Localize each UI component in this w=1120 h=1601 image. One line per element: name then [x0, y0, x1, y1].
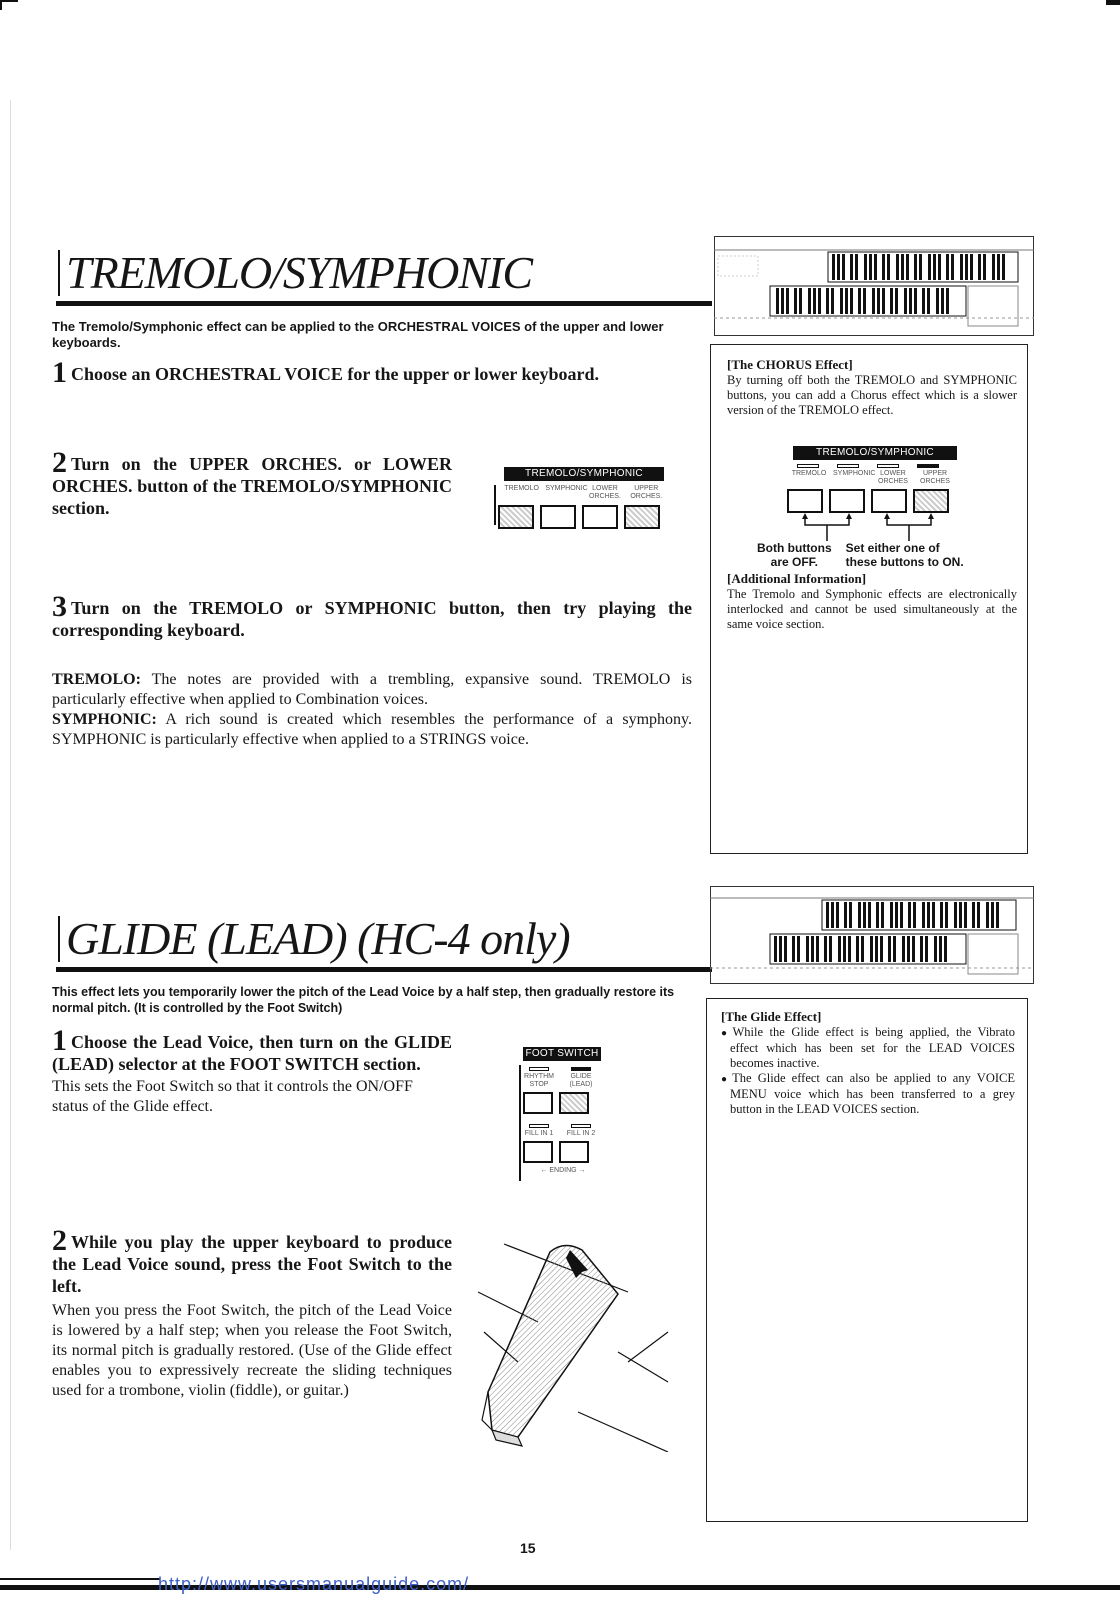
lamp [877, 464, 899, 468]
step-number: 3 [52, 590, 67, 623]
glide-step-2 [52, 1224, 452, 1401]
button-label: TREMOLO [791, 470, 827, 477]
glide-step-1 [52, 1024, 452, 1117]
step-text: Turn on the TREMOLO or SYMPHONIC button, then try playing the corresponding keyboard. [52, 598, 692, 640]
glide-note-list [721, 1025, 1015, 1117]
button-label: GLIDE (LEAD) [569, 1073, 593, 1088]
ending-label: ← ENDING → [540, 1167, 586, 1174]
keyboard-illustration-upper-lower [714, 236, 1034, 336]
keyboard-drawing [710, 886, 1034, 984]
lamp [571, 1067, 591, 1071]
corner-mark-top-left [0, 0, 18, 2]
footer-url-link[interactable]: http://www.usersmanualguide.com/ [158, 1574, 470, 1594]
lamp [837, 464, 859, 468]
chorus-panel-illustration [787, 446, 957, 543]
caption-left-line-1: Both buttons [757, 541, 832, 555]
definition: A rich sound is created which resembles the performance of a symphony. SYMPHONIC is particularly effective when applied to a STRINGS voice. [52, 711, 692, 748]
chorus-note-title: [The CHORUS Effect] [727, 357, 853, 372]
glide-section-title: GLIDE (LEAD) (HC-4 only) [58, 916, 570, 962]
panel-buttons-row-1 [519, 1092, 607, 1114]
lower-orches-button [582, 505, 618, 529]
symphonic-button [540, 505, 576, 529]
definition: The notes are provided with a trembling, expansive sound. TREMOLO is particularly effective when applied to Combination voices. [52, 671, 692, 708]
panel-mini-labels-row-2 [519, 1130, 607, 1138]
step-number: 1 [52, 1024, 67, 1057]
glide-note-item-text: The Glide effect can also be applied to any VOICE MENU voice which has been transferred to a grey button in the LEAD VOICES section. [730, 1071, 1015, 1116]
caption-right-line-1: Set either one of [845, 541, 940, 555]
button-label: LOWER ORCHES. [589, 485, 621, 500]
tremolo-section-title: TREMOLO/SYMPHONIC [58, 250, 532, 296]
panel-label: TREMOLO/SYMPHONIC [504, 467, 664, 481]
step-text: Choose the Lead Voice, then turn on the GLIDE (LEAD) selector at the FOOT SWITCH section. [52, 1032, 452, 1074]
caption-right-line-2: these buttons to ON. [845, 555, 964, 569]
tremolo-descriptions [52, 670, 692, 750]
step-text: Choose an ORCHESTRAL VOICE for the upper or lower keyboard. [71, 364, 600, 384]
foot-switch-illustration [478, 1232, 678, 1452]
panel-label: TREMOLO/SYMPHONIC [793, 446, 957, 460]
step-number: 2 [52, 1224, 67, 1257]
corner-mark-top-right [1106, 0, 1120, 5]
ending-text: ENDING [549, 1167, 577, 1174]
panel-lamps [787, 464, 957, 468]
panel-buttons [787, 489, 957, 513]
panel-lamps-row-1 [519, 1067, 607, 1071]
bullet-icon [721, 1071, 732, 1085]
panel-mini-labels [498, 485, 664, 501]
lamp [917, 464, 939, 468]
chorus-note-box [710, 344, 1028, 854]
button-label: UPPER ORCHES. [630, 485, 663, 500]
button-label: FILL IN 2 [566, 1130, 596, 1137]
term: SYMPHONIC: [52, 711, 157, 728]
foot-pedal-drawing [478, 1232, 678, 1452]
additional-info-title: [Additional Information] [727, 571, 867, 586]
glide-intro: This effect lets you temporarily lower the pitch of the Lead Voice by a half step, then gradually restore its normal pitch. (It is controlled by the Foot Switch) [52, 985, 675, 1015]
footer-rule-thin [0, 1578, 160, 1580]
button-label: LOWER ORCHES [878, 470, 908, 485]
step-body: This sets the Foot Switch so that it controls the ON/OFF status of the Glide effect. [52, 1078, 413, 1115]
caption-left [757, 541, 832, 569]
panel-left-bracket [519, 1065, 521, 1181]
tremolo-title-rule [56, 301, 712, 306]
glide-lead-button [559, 1092, 589, 1114]
caption-right [846, 541, 964, 569]
glide-title-rule [56, 967, 712, 972]
bullet-icon [721, 1025, 732, 1039]
tremolo-step-1 [52, 356, 702, 389]
glide-note-box [706, 998, 1028, 1522]
lower-orches-button [871, 489, 907, 513]
lamp [797, 464, 819, 468]
corner-mark-top-left-v [0, 0, 2, 10]
panel-buttons-row-2 [519, 1141, 607, 1163]
left-margin-line [10, 100, 11, 1550]
tremolo-panel-illustration [498, 467, 664, 529]
panel-label: FOOT SWITCH [523, 1047, 601, 1061]
tremolo-step-2 [52, 446, 452, 519]
upper-orches-button [624, 505, 660, 529]
step-heading [52, 1224, 452, 1297]
lamp [571, 1124, 591, 1128]
button-label: RHYTHM STOP [524, 1073, 554, 1088]
panel-mini-labels-row-1 [519, 1073, 607, 1089]
rhythm-stop-button [523, 1092, 553, 1114]
lamp [529, 1067, 549, 1071]
step-body: When you press the Foot Switch, the pitch of the Lead Voice is lowered by a half step; when you release the Foot Switch, its normal pitch is gradually restored. (Use of the Glide effect enables you to expressively recreate the sliding techniques used for a trombone, violin (fiddle), or guitar.) [52, 1302, 452, 1399]
foot-switch-panel-illustration [519, 1047, 607, 1175]
step-text: While you play the upper keyboard to produce the Lead Voice sound, press the Foot Switch to the left. [52, 1232, 452, 1296]
lamp [529, 1124, 549, 1128]
button-label: SYMPHONIC [545, 485, 588, 492]
page-number: 15 [520, 1540, 536, 1556]
step-number: 2 [52, 446, 67, 479]
tremolo-description [52, 670, 692, 710]
panel-buttons [498, 505, 664, 529]
keyboard-illustration-glide [710, 886, 1034, 984]
panel-mini-labels [787, 470, 957, 486]
step-heading [52, 1024, 452, 1075]
additional-info-text: The Tremolo and Symphonic effects are electronically interlocked and cannot be used simultaneously at the same voice section. [727, 587, 1017, 631]
tremolo-step-3 [52, 590, 692, 641]
button-label: TREMOLO [504, 485, 539, 492]
fill-in-1-button [523, 1141, 553, 1163]
button-label: SYMPHONIC [833, 470, 876, 477]
glide-note-item-text: While the Glide effect is being applied, the Vibrato effect which has been set for the LEAD VOICES becomes inactive. [730, 1025, 1015, 1070]
tremolo-button [498, 505, 534, 529]
button-label: FILL IN 1 [524, 1130, 554, 1137]
step-text: Turn on the UPPER ORCHES. or LOWER ORCHES. button of the TREMOLO/SYMPHONIC section. [52, 454, 452, 518]
symphonic-button [829, 489, 865, 513]
panel-lamps-row-2 [519, 1124, 607, 1128]
tremolo-button [787, 489, 823, 513]
glide-note-item [721, 1071, 1015, 1117]
chorus-caption [757, 541, 1017, 569]
panel-left-bracket [494, 485, 496, 525]
term: TREMOLO: [52, 671, 141, 688]
step-number: 1 [52, 356, 67, 389]
caption-left-line-2: are OFF. [770, 555, 818, 569]
upper-orches-button [913, 489, 949, 513]
symphonic-description [52, 710, 692, 750]
bracket-arrows [787, 513, 957, 543]
glide-note-title: [The Glide Effect] [721, 1009, 822, 1024]
fill-in-2-button [559, 1141, 589, 1163]
keyboard-drawing [714, 236, 1034, 336]
tremolo-intro: The Tremolo/Symphonic effect can be applied to the ORCHESTRAL VOICES of the upper and lower keyboards. [52, 319, 664, 350]
button-label: UPPER ORCHES [920, 470, 950, 485]
glide-note-item [721, 1025, 1015, 1071]
chorus-note-text: By turning off both the TREMOLO and SYMPHONIC buttons, you can add a Chorus effect which is a slower version of the TREMOLO effect. [727, 373, 1017, 417]
